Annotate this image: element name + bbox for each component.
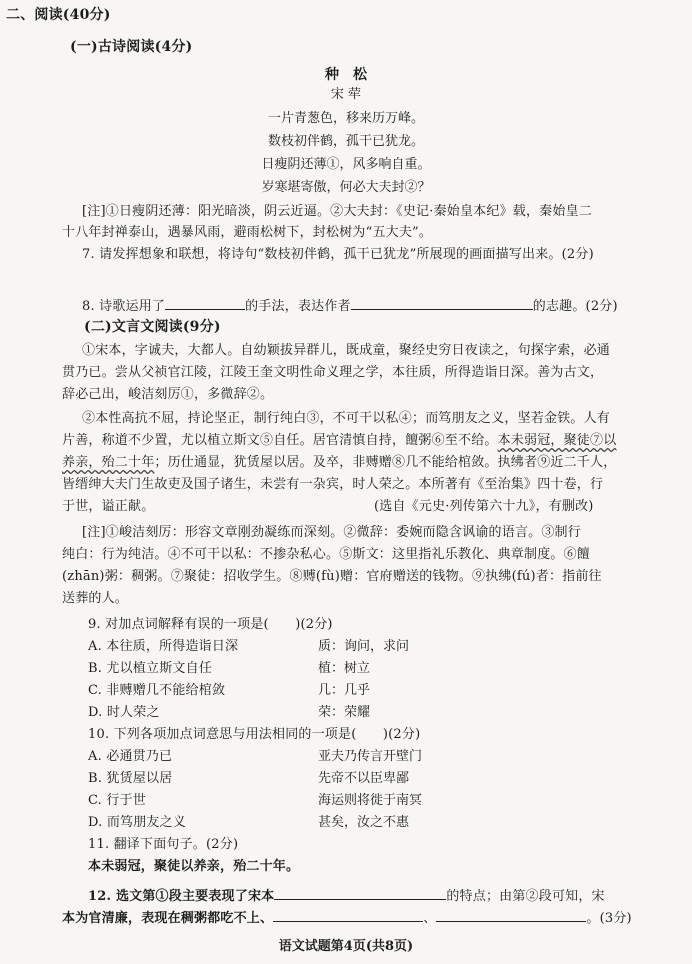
poem-line: 日瘦阴还薄①，风多响自重。 [261, 157, 431, 172]
question-9-stem: 9. 对加点词解释有误的一项是( )(2分) [88, 617, 333, 632]
passage-line: ②本性高抗不屈，持论坚正，制行纯白③，不可干以私④；而笃朋友之义，坚若金铁。人有 [82, 411, 611, 426]
poem-title: 种 松 [325, 67, 367, 83]
q8-text-a: 8. 诗歌运用了 [82, 299, 166, 314]
question-11-sentence: 本未弱冠，聚徒以养亲，殆二十年。 [88, 859, 300, 874]
passage-text: 片善，称道不少置，尤以植立斯文⑤自任。居官清慎自持，饘粥⑥至不给。 [62, 433, 498, 448]
q9-option-d[interactable]: D. 时人荣之 [88, 705, 160, 720]
q10-option-d-compare: 甚矣，汝之不惠 [318, 815, 410, 830]
page-footer: 语文试题第4页(共8页) [278, 939, 414, 954]
poem-line: 岁寒堪寄傲，何必大夫封②？ [261, 180, 431, 195]
q10-option-a-compare: 亚夫乃传言开壁门 [318, 749, 423, 764]
q10-option-b[interactable]: B. 犹赁屋以居 [88, 771, 173, 786]
passage-line: 贯乃已。尝从父祯官江陵，江陵王奎文明性命义理之学，本往质，所得造诣日深。善为古文， [62, 365, 604, 380]
question-12-line-1 [88, 886, 605, 906]
q10-option-b-compare: 先帝不以臣卑鄙 [318, 771, 410, 786]
q9-option-a-gloss: 质：询问，求问 [318, 639, 410, 654]
passage-text: ；历仕通显，犹赁屋以居。及卒，非赙赠⑧几不能给棺敛。执绋者⑨近二千人， [154, 455, 617, 470]
section-title: 二、阅读(40分) [6, 7, 111, 23]
question-12-line-2 [62, 908, 632, 928]
poem-author: 宋 荦 [330, 87, 362, 102]
poem-line: 一片青葱色，移来历万峰。 [267, 111, 424, 126]
question-7: 7. 请发挥想象和联想，将诗句“数枝初伴鹤，孤干已犹龙”所展现的画面描写出来。(2分) [82, 247, 594, 262]
passage-line [62, 432, 616, 450]
passage-line [62, 454, 616, 472]
q8-text-b: 的手法，表达作者 [245, 299, 351, 314]
passage-note-line: [注]①峻洁刻厉：形容文章刚劲凝练而深刻。②微辞：委婉而隐含讽谕的语言。③制行 [82, 525, 581, 540]
passage-line: 辞必己出，峻洁刻厉①，多微辞②。 [62, 387, 274, 402]
poem-line: 数枝初伴鹤，孤干已犹龙。 [267, 134, 424, 149]
passage-line: ①宋本，字诚夫，大都人。自幼颖拔异群儿，既成童，聚经史穷日夜读之，句探字索，必通 [82, 343, 611, 358]
q9-option-a[interactable]: A. 本往质，所得造诣日深 [88, 639, 239, 654]
q12-blank-1[interactable] [274, 886, 446, 900]
wavy-underlined-sentence: 本未弱冠，聚徒⑦以 [497, 433, 617, 448]
question-8 [82, 296, 618, 316]
q9-option-b[interactable]: B. 尤以植立斯文自任 [88, 661, 213, 676]
poem-note-line: [注]①日瘦阴还薄：阳光暗淡，阴云近逼。②大夫封：《史记·秦始皇本纪》载，秦始皇二 [82, 204, 592, 219]
q10-option-c[interactable]: C. 行于世 [88, 793, 146, 808]
q12-blank-2[interactable] [273, 908, 423, 922]
q10-option-c-compare: 海运则将徙于南冥 [318, 793, 423, 808]
passage-note-line: 纯白：行为纯洁。④不可干以私：不掺杂私心。⑤斯文：这里指礼乐教化、典章制度。⑥饘 [62, 547, 591, 562]
passage-note-line: 送葬的人。 [62, 591, 129, 606]
passage-line: 于世，谥正献。 [62, 499, 155, 514]
q12-text-e: 。(3分) [586, 911, 632, 926]
q10-option-d[interactable]: D. 而笃朋友之义 [88, 815, 187, 830]
q9-option-c[interactable]: C. 非赙赠几不能给棺敛 [88, 683, 226, 698]
q10-option-a[interactable]: A. 必通贯乃已 [88, 749, 173, 764]
part1-title: (一)古诗阅读(4分) [70, 39, 193, 55]
q8-blank-1[interactable] [165, 296, 245, 310]
q12-text-a: 12. 选文第①段主要表现了宋本 [88, 889, 275, 904]
q9-option-c-gloss: 几：几乎 [318, 683, 371, 698]
part2-title: (二)文言文阅读(9分) [84, 319, 221, 335]
q12-text-c: 本为官清廉，表现在稠粥都吃不上、 [62, 911, 274, 926]
q9-option-d-gloss: 荣：荣耀 [318, 705, 371, 720]
q12-blank-3[interactable] [436, 908, 586, 922]
poem-note-line: 十八年封禅泰山，遇暴风雨，避雨松树下，封松树为“五大夫”。 [62, 225, 433, 240]
q12-text-d: 、 [423, 911, 437, 926]
question-11-stem: 11. 翻译下面句子。(2分) [88, 837, 239, 852]
passage-line: 皆缙绅大夫门生故吏及国子诸生，未尝有一杂宾，时人荣之。本所著有《至治集》四十卷，行 [62, 477, 604, 492]
q9-option-b-gloss: 植：树立 [318, 661, 371, 676]
question-10-stem: 10. 下列各项加点词意思与用法相同的一项是( )(2分) [88, 727, 421, 742]
q8-blank-2[interactable] [351, 296, 533, 310]
q8-text-c: 的志趣。(2分) [532, 299, 618, 314]
wavy-underlined-sentence: 养亲，殆二十年 [62, 455, 155, 470]
passage-source: (选自《元史·列传第六十九》，有删改) [374, 499, 594, 514]
q12-text-b: 的特点；由第②段可知，宋 [446, 889, 605, 904]
passage-note-line: (zhān)粥：稠粥。⑦聚徒：招收学生。⑧赙(fù)赠：官府赠送的钱物。⑨执绋(fú)者：指前往 [62, 569, 602, 584]
